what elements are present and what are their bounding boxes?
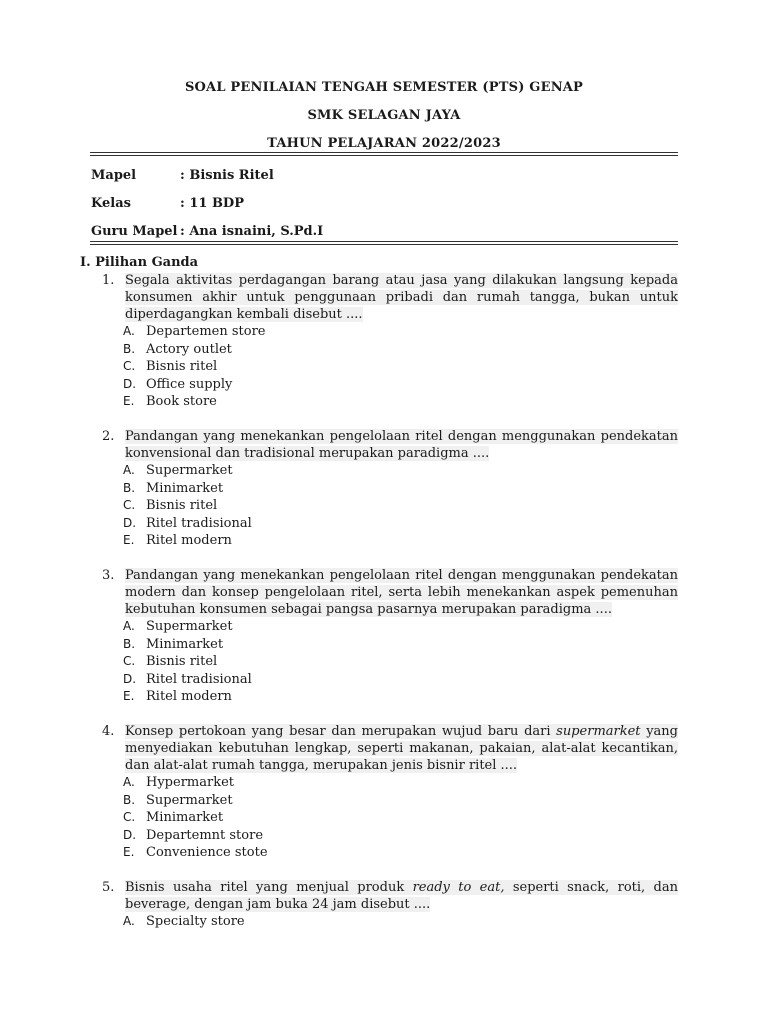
meta-value-subject: : Bisnis Ritel [180,168,274,183]
meta-label-teacher: Guru Mapel [91,224,178,239]
option-b: B. Actory outlet [123,341,232,357]
option-e: E. Book store [123,394,217,409]
question-text-emphasis: ready to eat, [412,880,505,895]
question-text: Pandangan yang menekankan pengelolaan ritel dengan menggunakan pendekatan konvensional dan tradisional merupakan paradigma .... [125,429,678,461]
question-text: Pandangan yang menekankan pengelolaan ritel dengan menggunakan pendekatan modern dan konsep pengelolaan ritel, serta lebih menekankan aspek pemenuhan kebutuhan konsumen sebagai pangsa pasarnya merupakan paradigma .... [125,568,678,617]
question-text: Segala aktivitas perdagangan barang atau jasa yang dilakukan langsung kepada konsumen akhir untuk penggunaan pribadi dan rumah tangga, bukan untuk diperdagangkan kembali disebut .... [125,273,678,322]
option-e: E. Ritel modern [123,689,232,704]
question-number: 1. [102,273,115,288]
question-text: Bisnis usaha ritel yang menjual produk ready to eat, seperti snack, roti, dan beverage, dengan jam buka 24 jam disebut .... [125,880,678,912]
option-a: A. Hypermarket [123,775,234,790]
header-rule-top [90,152,678,153]
academic-year: TAHUN PELAJARAN 2022/2023 [267,136,501,151]
meta-value-teacher: : Ana isnaini, S.Pd.I [180,224,324,239]
option-c: C. Bisnis ritel [123,654,218,669]
meta-rule-bottom [90,244,678,245]
option-b: B. Supermarket [123,792,233,808]
meta-value-class: : 11 BDP [180,196,244,211]
question-5 [102,879,678,931]
meta-rule-top [90,241,678,242]
question-number: 5. [102,880,115,895]
header-rule-bottom [90,155,678,156]
exam-title: SOAL PENILAIAN TENGAH SEMESTER (PTS) GENAP [184,80,584,95]
option-d: D. Ritel tradisional [123,671,252,687]
option-a: A. Specialty store [123,914,245,929]
option-d: D. Office supply [123,376,233,392]
option-c: C. Bisnis ritel [123,359,218,374]
option-d: D. Departemnt store [123,827,264,843]
question-number: 3. [102,568,115,583]
option-e: E. Ritel modern [123,533,232,548]
question-text-emphasis: supermarket [556,724,641,739]
option-d: D. Ritel tradisional [123,515,252,531]
question-2 [102,428,678,550]
option-c: C. Bisnis ritel [123,498,218,513]
meta-label-subject: Mapel [91,168,137,183]
meta-label-class: Kelas [91,196,131,211]
question-4 [102,723,678,862]
school-name: SMK SELAGAN JAYA [307,108,461,123]
question-text: Konsep pertokoan yang besar dan merupakan wujud baru dari supermarket yang menyediakan kebutuhan lengkap, seperti makanan, pakaian, alat-alat kecantikan, dan alat-alat rumah tangga, merupakan jenis bisnir ritel .... [125,724,678,773]
option-b: B. Minimarket [123,480,224,496]
question-number: 4. [102,724,115,739]
question-1 [102,272,678,411]
option-b: B. Minimarket [123,636,224,652]
option-a: A. Supermarket [123,619,233,634]
option-e: E. Convenience stote [123,845,268,860]
section-title: I. Pilihan Ganda [80,255,199,270]
question-number: 2. [102,429,115,444]
option-a: A. Departemen store [123,324,266,339]
question-3 [102,567,678,706]
option-a: A. Supermarket [123,463,233,478]
option-c: C. Minimarket [123,810,224,825]
